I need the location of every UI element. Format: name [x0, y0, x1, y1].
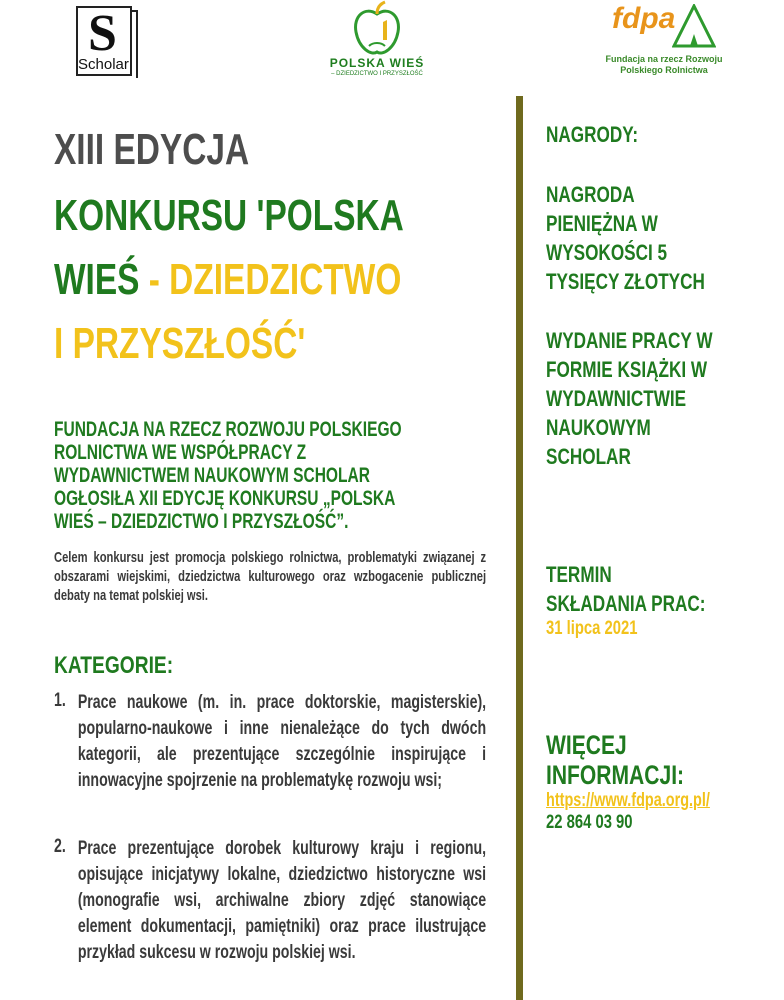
fdpa-logo-word: fdpa [612, 2, 676, 35]
info-phone: 22 864 03 90 [546, 812, 633, 833]
headline-line3 [54, 255, 402, 304]
prizes-section [546, 120, 782, 149]
intro [54, 418, 504, 604]
apple-icon [347, 0, 407, 60]
intro-lead-line: WIEŚ – DZIEDZICTWO I PRZYSZŁOŚĆ”. [54, 510, 349, 533]
list-item-text: Prace naukowe (m. in. prace doktorskie, magisterskie), popularno-naukowe i inne nienależące do tych dwóch kategorii, ale prezentujące szczególnie inspirujące i innowacyjne spojrzenie na problematykę rozwoju wsi; [77, 692, 487, 791]
headline-line3-green: WIEŚ [54, 255, 140, 304]
info-section [546, 730, 782, 834]
headline-line3-yellow: - DZIEDZICTWO [139, 255, 402, 304]
info-title: WIĘCEJ INFORMACJI: [546, 730, 685, 790]
headline-line1: XIII EDYCJA [54, 125, 250, 174]
polska-wies-logo-name: POLSKA WIEŚ [329, 56, 425, 70]
deadline-section [546, 560, 782, 640]
prizes-title: NAGRODY: [546, 122, 639, 147]
prize-money: NAGRODA PIENIĘŻNA W WYSOKOŚCI 5 TYSIĘCY ZŁOTYCH [546, 182, 705, 294]
list-item-number: 2. [54, 836, 66, 857]
headline-line4: I PRZYSZŁOŚĆ' [54, 319, 306, 368]
intro-lead-line: ROLNICTWA WE WSPÓŁPRACY Z [54, 441, 307, 464]
headline-line2: KONKURSU 'POLSKA [54, 191, 404, 240]
intro-lead-line: OGŁOSIŁA XII EDYCJĘ KONKURSU „POLSKA [54, 487, 396, 510]
fdpa-caption-line1: Fundacja na rzecz Rozwoju [605, 54, 723, 64]
scholar-logo-label: Scholar [78, 56, 129, 73]
polska-wies-logo [322, 0, 432, 90]
info-link[interactable]: https://www.fdpa.org.pl/ [546, 790, 710, 811]
deadline-date: 31 lipca 2021 [546, 618, 638, 639]
column-divider [516, 96, 523, 1000]
intro-lead-line: WYDAWNICTWEM NAUKOWYM SCHOLAR [54, 464, 370, 487]
list-item-text: Prace prezentujące dorobek kulturowy kraju i regionu, opisujące inicjatywy lokalne, dziedzictwo historyczne wsi (monografie wsi, archiwalne zbiory zdjęć stanowiące element dokumentacji, pamiętniki) oraz prace ilustrujące przykład sukcesu w rozwoju polskiej wsi. [77, 838, 487, 963]
fdpa-logo [604, 0, 724, 90]
intro-lead-line: FUNDACJA NA RZECZ ROZWOJU POLSKIEGO [54, 418, 402, 441]
categories-title: KATEGORIE: [54, 652, 174, 679]
polska-wies-logo-tagline: – DZIEDZICTWO I PRZYSZŁOŚĆ [331, 71, 423, 77]
intro-body: Celem konkursu jest promocja polskiego rolnictwa, problematyki związanej z obszarami wiejskimi, dziedzictwa kulturowego oraz wzbogacenie publicznej debaty na temat polskiej wsi. [54, 549, 487, 604]
prize-publication: WYDANIE PRACY W FORMIE KSIĄŻKI W WYDAWNICTWIE NAUKOWYM SCHOLAR [546, 328, 713, 469]
list-item-number: 1. [54, 690, 66, 711]
fdpa-caption-line2: Polskiego Rolnictwa [620, 65, 708, 75]
intro-lead [54, 418, 498, 533]
tree-icon [672, 4, 716, 48]
scholar-logo: S Scholar [76, 6, 138, 78]
deadline-title: TERMIN SKŁADANIA PRAC: [546, 562, 706, 616]
